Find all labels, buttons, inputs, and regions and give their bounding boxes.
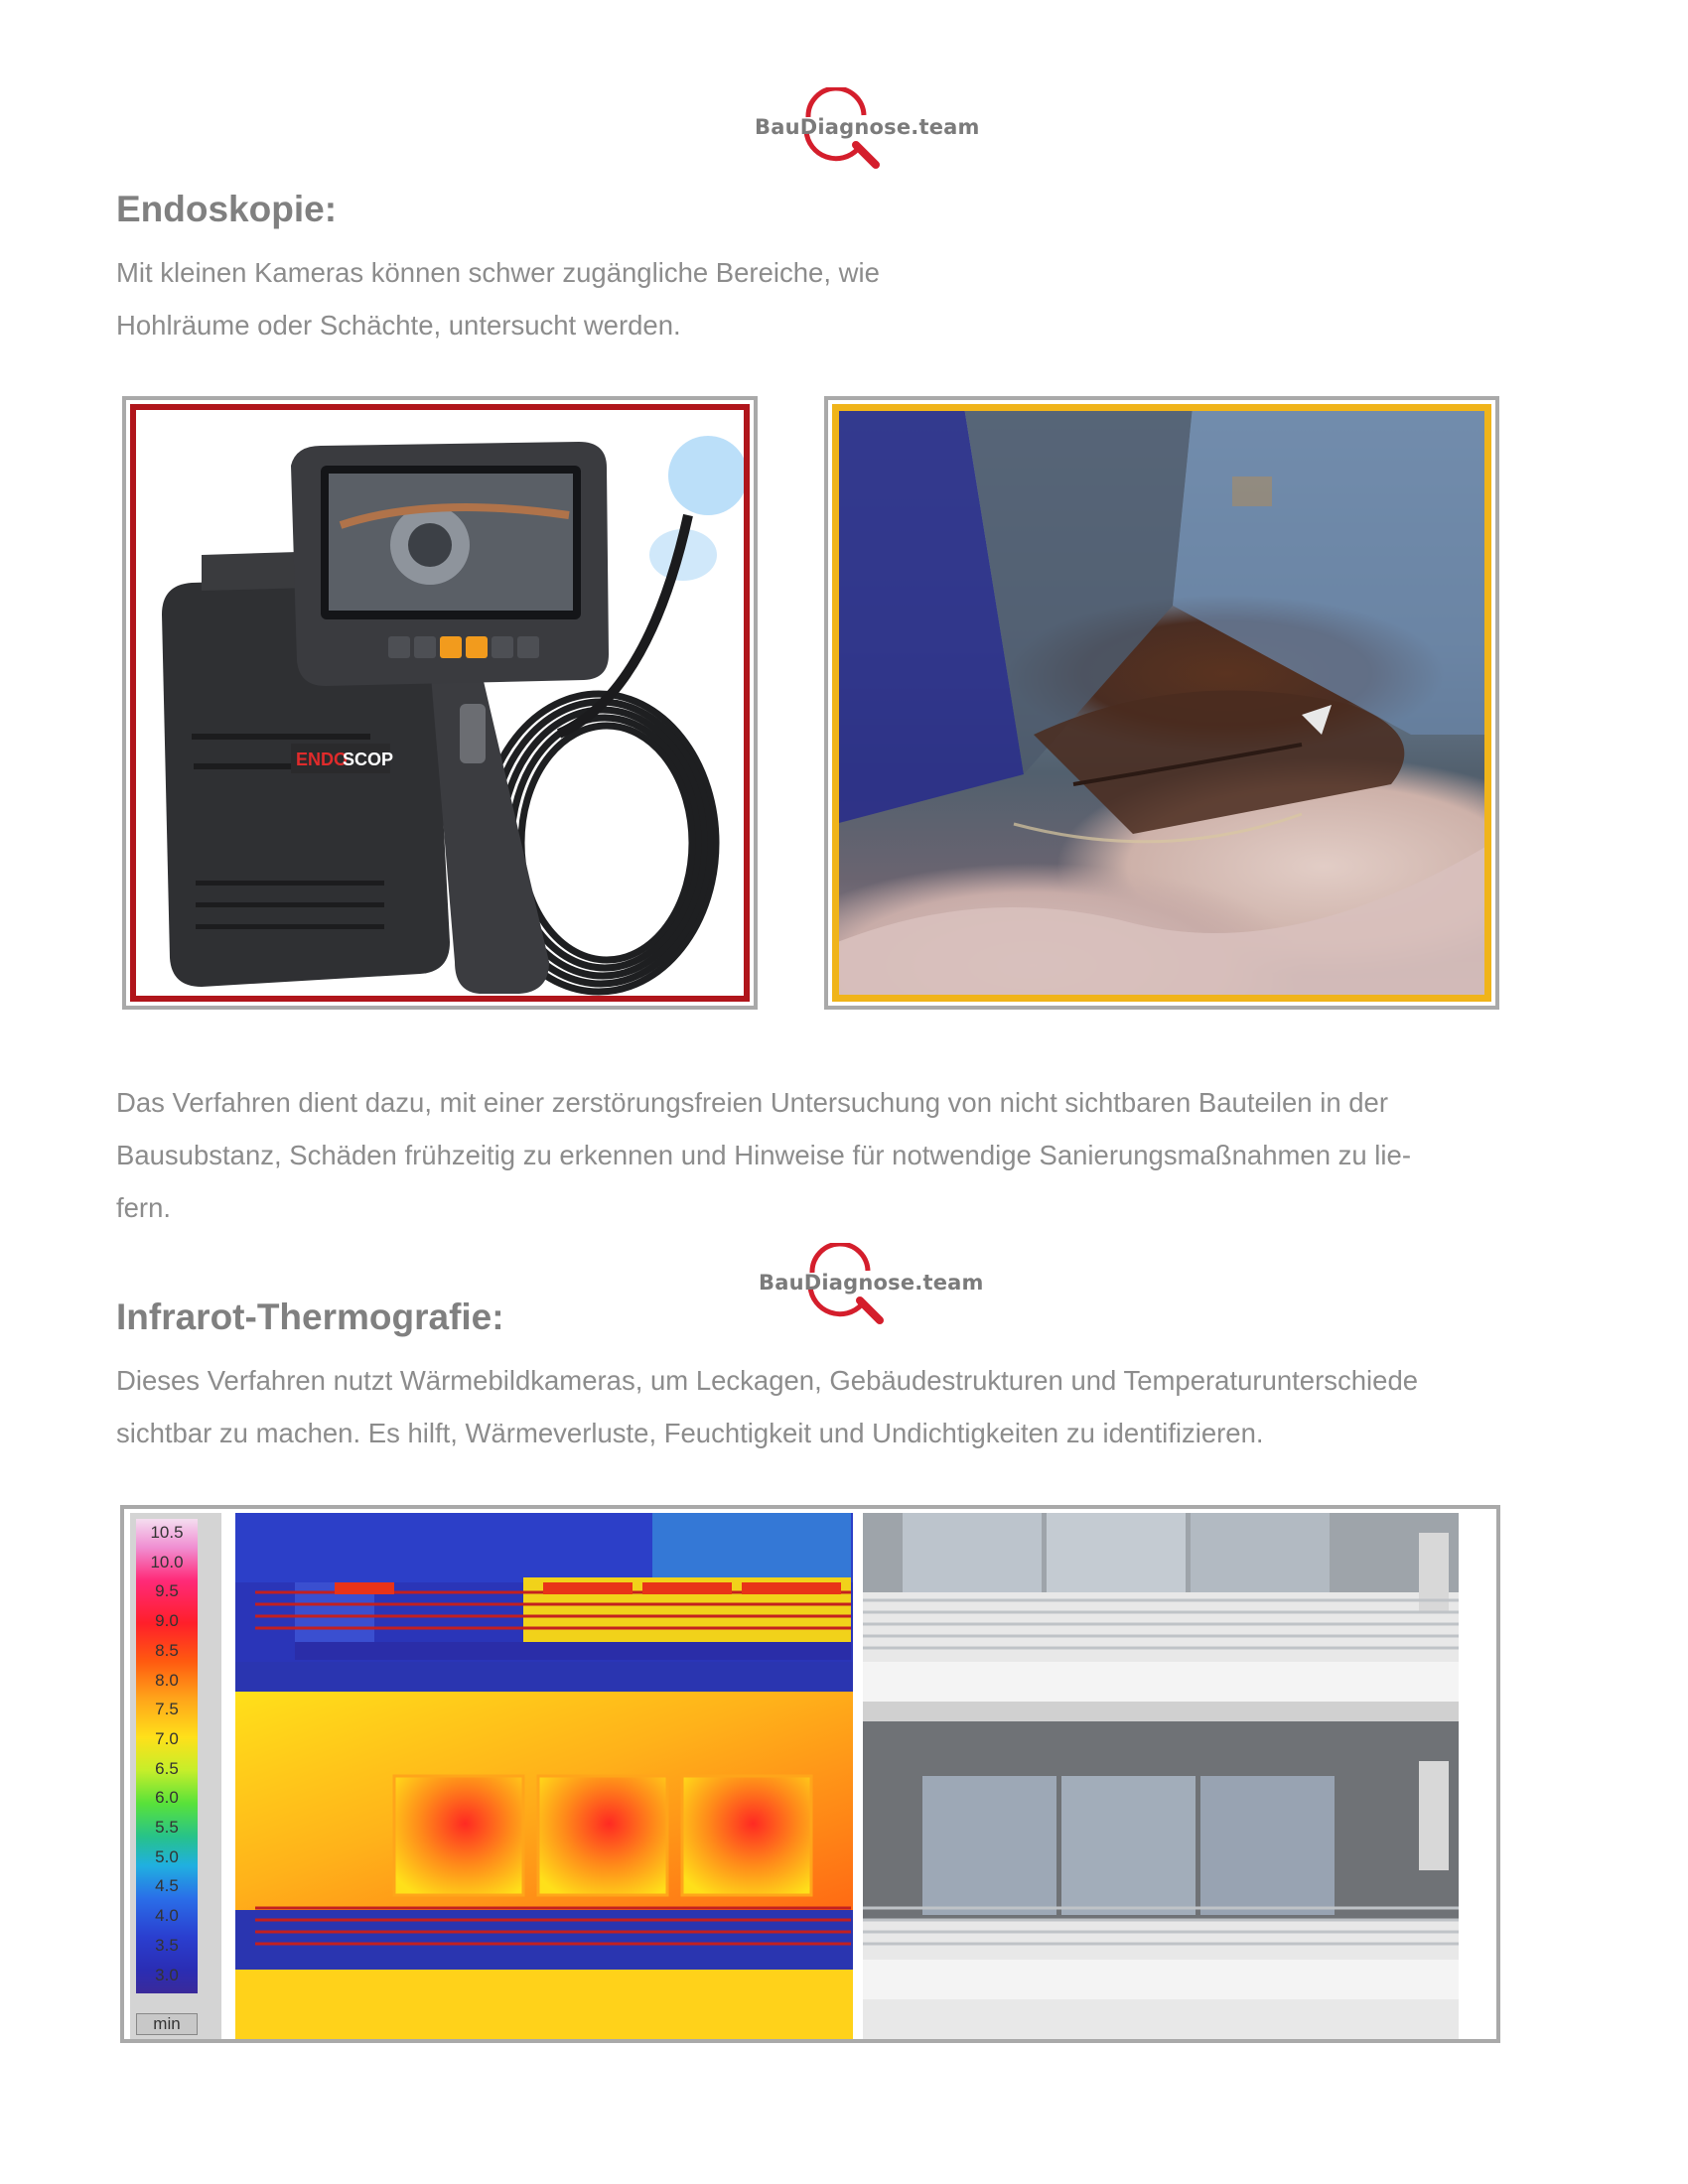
scale-tick-label: 7.0 xyxy=(155,1728,179,1748)
scale-tick-label: 4.5 xyxy=(155,1876,179,1896)
scale-tick-label: 8.5 xyxy=(155,1640,179,1660)
text-line: Dieses Verfahren nutzt Wärmebildkameras, um Leckagen, Gebäudestrukturen und Temperaturunterschiede xyxy=(116,1365,1419,1396)
section-title-endoskopie: Endoskopie: xyxy=(116,189,338,229)
scale-tick-label: 9.0 xyxy=(155,1611,179,1631)
scale-min-label: min xyxy=(153,2014,181,2033)
temperature-scale xyxy=(130,1513,221,2039)
scale-tick-label: 5.5 xyxy=(155,1818,179,1837)
text-line: sichtbar zu machen. Es hilft, Wärmeverluste, Feuchtigkeit und Undichtigkeiten zu identifizieren. xyxy=(116,1418,1264,1448)
scale-tick-label: 7.5 xyxy=(155,1700,179,1719)
brand-logo xyxy=(751,1243,989,1332)
endoskopie-intro xyxy=(116,246,880,351)
section-title-thermografie: Infrarot-Thermografie: xyxy=(116,1297,504,1337)
text-line: Hohlräume oder Schächte, untersucht werden. xyxy=(116,310,681,341)
endoskopie-body xyxy=(116,1076,1411,1234)
text-line: Bausubstanz, Schäden frühzeitig zu erkennen und Hinweise für notwendige Sanierungsmaßnahmen zu lie- xyxy=(116,1140,1411,1170)
scale-tick-label: 6.0 xyxy=(155,1788,179,1808)
thermography-comparison-image xyxy=(120,1505,1500,2043)
case-label: ENDO xyxy=(296,750,349,769)
logo-text: BauDiagnose.team xyxy=(759,1271,984,1295)
scale-min-box xyxy=(136,2013,198,2035)
scale-tick-label: 9.5 xyxy=(155,1581,179,1601)
scale-tick-label: 4.0 xyxy=(155,1906,179,1926)
scale-tick-label: 6.5 xyxy=(155,1758,179,1778)
endoscope-illustration xyxy=(132,406,748,1000)
brand-logo xyxy=(747,87,985,177)
thermografie-intro xyxy=(116,1354,1418,1459)
scale-tick-label: 3.0 xyxy=(155,1965,179,1984)
text-line: fern. xyxy=(116,1192,172,1223)
facade-photo xyxy=(863,1513,1484,2039)
thermal-image xyxy=(235,1513,853,2039)
text-line: Das Verfahren dient dazu, mit einer zerstörungsfreien Untersuchung von nicht sichtbaren Bauteilen in der xyxy=(116,1087,1389,1118)
scale-tick-label: 10.0 xyxy=(150,1552,184,1571)
endoscope-product-image xyxy=(122,396,758,1010)
scale-tick-label: 10.5 xyxy=(150,1523,184,1542)
svg-text:SCOP: SCOP xyxy=(343,750,394,769)
text-line: Mit kleinen Kameras können schwer zugängliche Bereiche, wie xyxy=(116,257,880,288)
endoscopy-inspection-photo xyxy=(824,396,1499,1010)
scale-tick-label: 8.0 xyxy=(155,1670,179,1690)
scale-tick-label: 5.0 xyxy=(155,1846,179,1866)
inspection-illustration xyxy=(835,407,1490,1001)
logo-text: BauDiagnose.team xyxy=(755,115,980,139)
scale-tick-label: 3.5 xyxy=(155,1935,179,1955)
